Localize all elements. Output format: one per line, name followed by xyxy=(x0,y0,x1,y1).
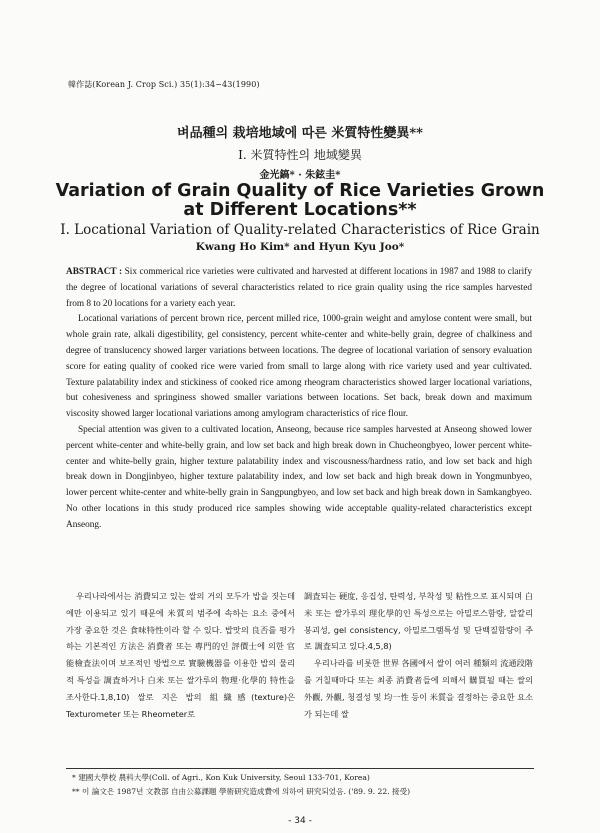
journal-citation: 韓作誌(Korean J. Crop Sci.) 35(1):34~43(1990) xyxy=(68,80,260,89)
abstract-paragraph-2: Locational variations of percent brown rice, percent milled rice, 1000-grain weight and amylose content were small, but whole grain rate, alkali digestibility, gel consistency, percent white-center and white-belly grain, degree of chalkiness and degree of translucency showed larger variations between locations. The degree of locational variation of sensory evaluation score for eating quality of cooked rice were varied from small to large along with rice variety used and year cultivated. Texture palatability index and stickiness of cooked rice among rheogram characteristics showed larger locational variations, but cohesiveness and springiness showed smaller variations between locations. Set back, break down and maximum viscosity showed larger locational variations among amylogram characteristics of rice flour. xyxy=(66,314,532,420)
english-title-line2: at Different Locations** xyxy=(183,200,417,220)
footnote-affiliation: * 建國大學校 農科大學(Coll. of Agri., Kon Kuk University, Seoul 133-701, Korea) xyxy=(72,773,370,782)
abstract xyxy=(66,265,532,534)
abstract-text-1: Six commerical rice varieties were cultivated and harvested at different locations in 1987 and 1988 to clarify the degree of locational variations of several characteristics related to rice grain quality using the rice samples harvested from 8 to 20 locations for a variety each year. xyxy=(66,267,532,309)
english-subtitle: I. Locational Variation of Quality-related Characteristics of Rice Grain xyxy=(60,222,540,238)
footnotes xyxy=(72,771,542,798)
korean-title: 벼品種의 栽培地域에 따른 米質特性變異** xyxy=(177,126,423,141)
body-column-right xyxy=(304,588,533,722)
english-authors: Kwang Ho Kim* and Hyun Kyu Joo* xyxy=(195,241,405,253)
abstract-paragraph-1 xyxy=(66,265,532,312)
footnote-funding: ** 이 論文은 1987년 文教部 自由公募課題 學術研究造成費에 의하여 研究되었음. ('89. 9. 22. 接受) xyxy=(72,786,411,796)
abstract-paragraph-3: Special attention was given to a cultivated location, Anseong, because rice samples harvested at Anseong showed lower percent white-center and white-belly grain, and low set back and high break down in Chucheongbyeo, lower percent white-center and white-belly grain, higher texture palatability index and viscousness/hardness ratio, and low set back and high break down in Dongjinbyeo, higher texture palatability index, and low set back and high break down in Yongmunbyeo, lower percent white-center and white-belly grain in Sangpungbyeo, and low set back and high break down in Samkangbyeo. No other locations in this study produced rice samples showing wide acceptable quality-related characteristics except Anseong. xyxy=(66,424,532,530)
korean-authors: 金光鎬* · 朱鉉圭* xyxy=(259,170,341,181)
korean-subtitle: I. 米質特性의 地域變異 xyxy=(238,148,362,162)
body-paragraph: 우리나라를 비롯한 世界 各國에서 쌀이 여러 種類의 流通段階를 거칠때마다 또는 최종 消費者들에 의해서 購買될 때는 쌀의 外觀, 外觀, 청결성 및 均一性 등이 米質을 결정하는 중요한 요소가 되는데 쌀 xyxy=(304,658,533,719)
footnote-divider xyxy=(66,768,534,769)
abstract-label: ABSTRACT : xyxy=(66,267,123,277)
english-title-line1: Variation of Grain Quality of Rice Varieties Grown xyxy=(55,181,545,201)
body-paragraph: 우리나라에서는 消費되고 있는 쌀의 거의 모두가 밥을 짓는데에만 이용되고 있기 때문에 米質의 범주에 속하는 요소 중에서 가장 중요한 것은 食味特性이라 할 수 있다. 밥맛의 良否를 평가하는 기본적인 方法은 消費者 또는 專門的인 評價士에 의한 官能檢査法이며 보조적인 방법으로 實驗機器를 이용한 밥의 물리적 특성을 調査하거나 白米 또는 쌀가루의 物理·化學的 特性을 조사한다.1,8,10) 쌀로 지은 밥의 組織感(texture)은 Texturometer 또는 Rheometer로 xyxy=(66,591,295,719)
body-paragraph: 調査되는 硬度, 응집성, 탄력성, 부착성 및 粘性으로 표시되며 白米 또는 쌀가루의 理化學的인 특성으로는 아밀로스함량, 알칼리붕괴성, gel consistency, 아밀로그램특성 및 단백질함량이 주로 調査되고 있다.4,5,8) xyxy=(304,591,533,652)
body-column-left xyxy=(66,588,295,722)
page-number: - 34 - xyxy=(288,816,312,826)
